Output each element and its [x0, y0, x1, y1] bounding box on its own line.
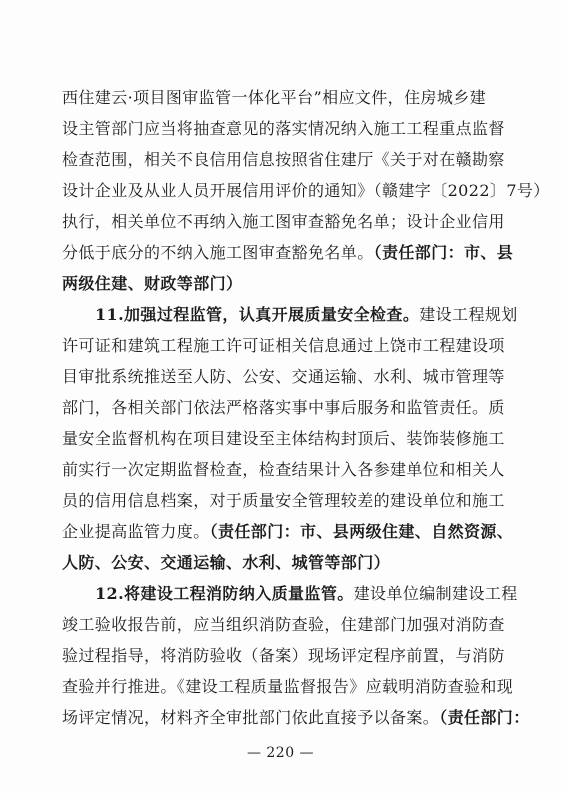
responsible-departments-line: 两级住建、财政等部门） [62, 274, 243, 293]
body-text-line: 设计企业及从业人员开展信用评价的通知》（赣建字〔2022〕7号） [62, 181, 550, 200]
body-text-line: 验过程指导，将消防验收（备案）现场评定程序前置，与消防 [62, 646, 505, 665]
body-text: 建设工程规划 [419, 305, 518, 324]
body-text-line: 量安全监督机构在项目建设至主体结构封顶后、装饰装修施工 [62, 429, 505, 448]
body-text-line: 前实行一次定期监督检查，检查结果计入各参建单位和相关人 [62, 460, 505, 479]
body-text: 分低于底分的不纳入施工图审查豁免名单。 [62, 243, 374, 262]
responsible-departments: （责任部门： [439, 708, 530, 727]
item-12-heading: 12.将建设工程消防纳入质量监管。 [95, 584, 354, 603]
item-11-first-line [95, 305, 518, 325]
body-text-line: 执行，相关单位不再纳入施工图审查豁免名单；设计企业信用 [62, 212, 505, 231]
responsible-departments: （责任部门：市、县 [373, 243, 514, 262]
body-text-line: 部门，各相关部门依法严格落实事中事后服务和监管责任。质 [62, 398, 505, 417]
body-text-line: 员的信用信息档案，对于质量安全管理较差的建设单位和施工 [62, 491, 505, 510]
body-text-line [62, 522, 514, 542]
body-text-line [62, 243, 514, 263]
body-text-line: 西住建云·项目图审监管一体化平台”相应文件，住房城乡建 [62, 88, 487, 107]
body-text-line: 检查范围，相关不良信用信息按照省住建厅《关于对在赣勘察 [62, 150, 505, 169]
responsible-departments: （责任部门：市、县两级住建、自然资源、 [209, 522, 514, 541]
body-text-line: 查验并行推进。《建设工程质量监督报告》应载明消防查验和现 [62, 677, 514, 696]
body-text-line: 竣工验收报告前，应当组织消防查验，住建部门加强对消防查 [62, 615, 505, 634]
responsible-departments-line: 人防、公安、交通运输、水利、城管等部门） [62, 553, 391, 572]
item-11-heading: 11.加强过程监管，认真开展质量安全检查。 [95, 305, 420, 324]
body-text: 场评定情况，材料齐全审批部门依此直接予以备案。 [62, 708, 440, 727]
body-text-line: 目审批系统推送至人防、公安、交通运输、水利、城市管理等 [62, 367, 505, 386]
body-text-line: 许可证和建筑工程施工许可证相关信息通过上饶市工程建设项 [62, 336, 505, 355]
page-number: — 220 — [246, 745, 315, 761]
body-text: 企业提高监管力度。 [62, 522, 210, 541]
body-text: 建设单位编制建设工程 [353, 584, 518, 603]
body-text-line: 设主管部门应当将抽查意见的落实情况纳入施工工程重点监督 [62, 119, 505, 138]
item-12-first-line [95, 584, 518, 604]
body-text-line [62, 708, 530, 728]
